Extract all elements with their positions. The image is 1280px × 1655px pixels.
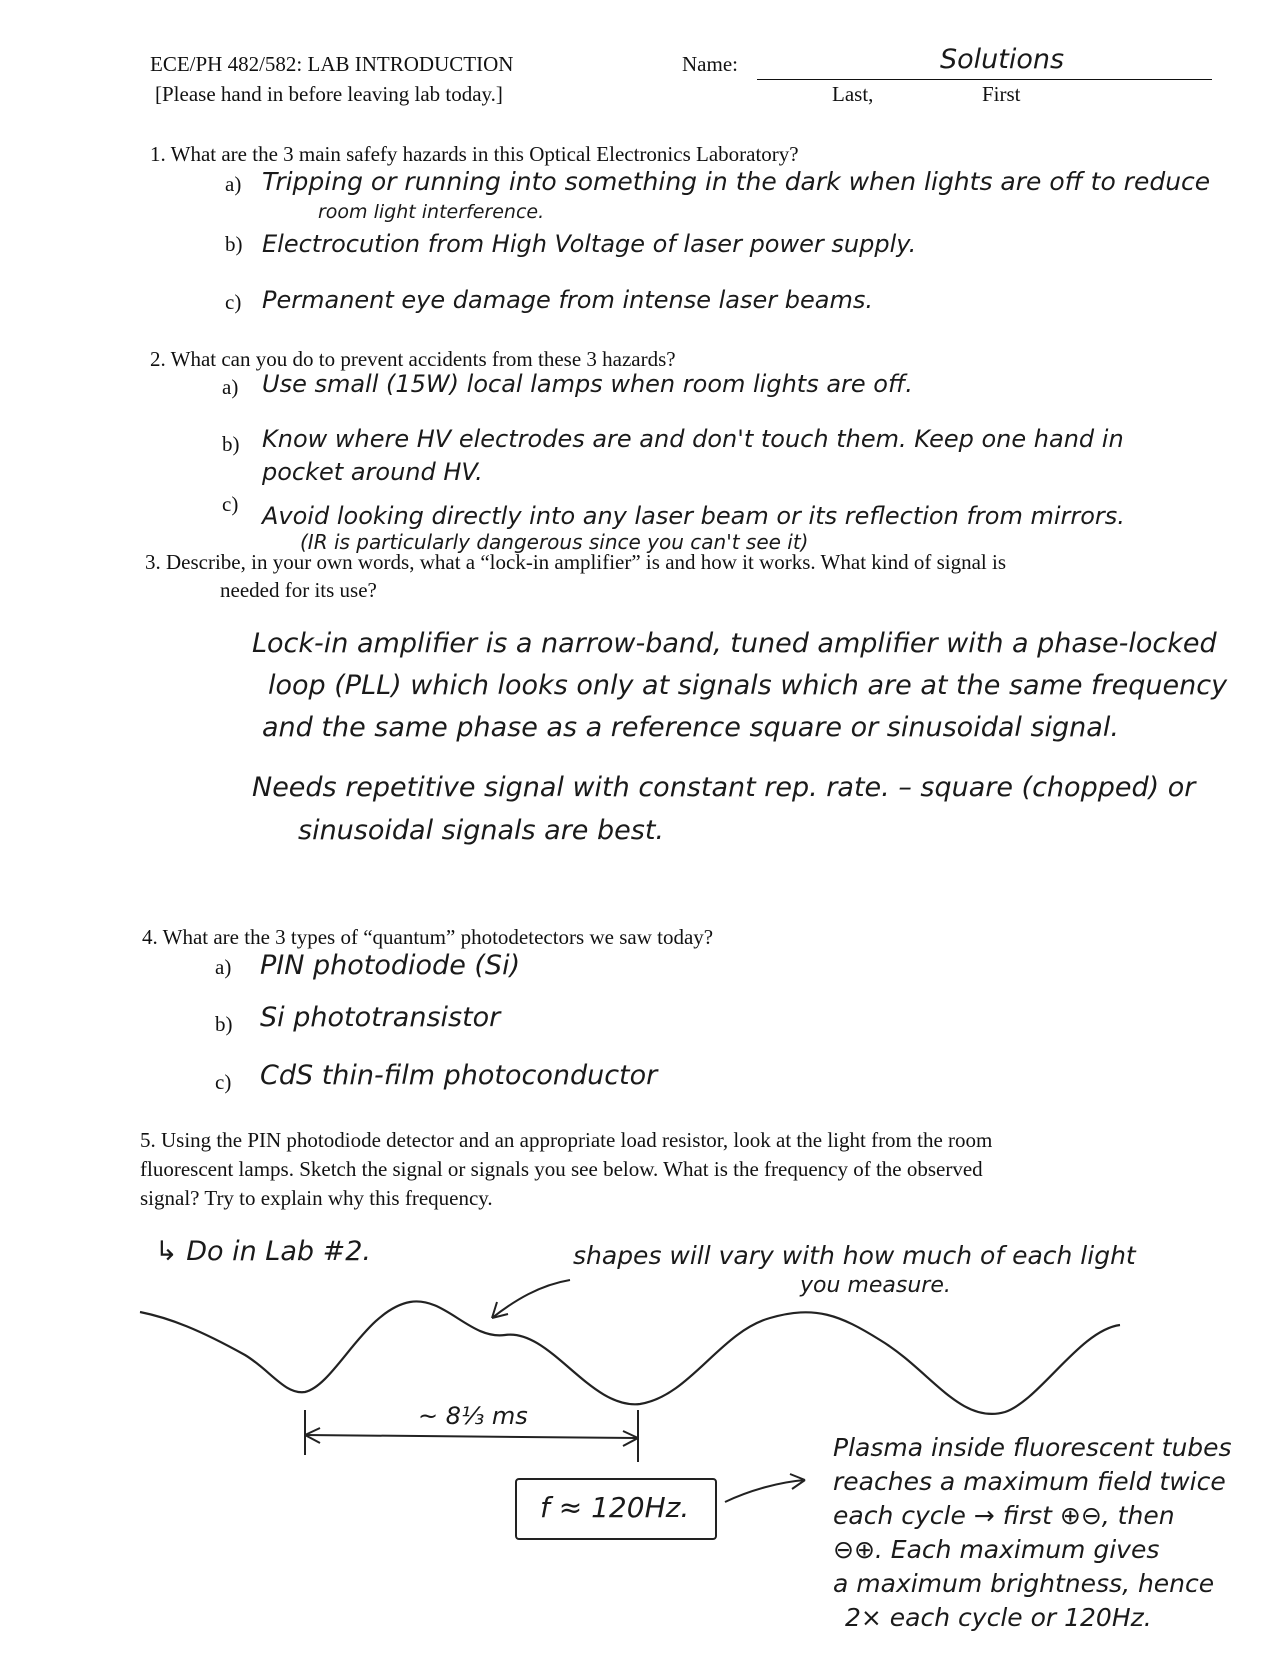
period-arrow-line	[305, 1435, 638, 1438]
q3-answer-line3: and the same phase as a reference square or sinusoidal signal.	[262, 712, 1119, 743]
question-2: 2. What can you do to prevent accidents from these 3 hazards?	[150, 347, 676, 371]
q4-b-answer: Si phototransistor	[260, 1002, 501, 1033]
q4-c-answer: CdS thin-film photoconductor	[260, 1060, 658, 1091]
course-title: ECE/PH 482/582: LAB INTRODUCTION	[150, 52, 514, 76]
explain-line5: a maximum brightness, hence	[833, 1569, 1215, 1598]
period-label: ~ 8⅓ ms	[418, 1402, 528, 1430]
q1-c-label: c)	[225, 290, 242, 314]
q1-b-label: b)	[225, 232, 243, 256]
q4-c-label: c)	[215, 1070, 232, 1094]
q2-c-answer-line1: Avoid looking directly into any laser beam or its reflection from mirrors.	[262, 502, 1125, 530]
explain-line4: ⊖⊕. Each maximum gives	[833, 1535, 1160, 1564]
explain-line3: each cycle → first ⊕⊖, then	[833, 1501, 1175, 1530]
q1-a-label: a)	[225, 172, 242, 196]
q4-b-label: b)	[215, 1012, 233, 1036]
q2-b-answer-line2: pocket around HV.	[262, 458, 483, 486]
frequency-pointer-arrow	[725, 1480, 805, 1502]
note-shapes-line2: you measure.	[800, 1273, 951, 1298]
name-label: Name:	[682, 52, 738, 76]
explain-line6: 2× each cycle or 120Hz.	[845, 1603, 1152, 1632]
question-4: 4. What are the 3 types of “quantum” photodetectors we saw today?	[142, 925, 714, 949]
q2-a-answer: Use small (15W) local lamps when room lights are off.	[262, 370, 913, 398]
question-5-line3: signal? Try to explain why this frequency.	[140, 1186, 493, 1210]
q1-a-answer-line1: Tripping or running into something in the dark when lights are off to reduce	[262, 167, 1211, 196]
name-value: Solutions	[940, 44, 1065, 75]
q3-answer-line5: sinusoidal signals are best.	[298, 815, 664, 846]
note-shapes-line1: shapes will vary with how much of each light	[573, 1241, 1136, 1270]
q4-a-answer: PIN photodiode (Si)	[260, 950, 521, 981]
question-3-line1: 3. Describe, in your own words, what a “lock-in amplifier” is and how it works. What kind of signal is	[145, 550, 1007, 574]
question-1: 1. What are the 3 main safefy hazards in this Optical Electronics Laboratory?	[150, 142, 799, 166]
hand-in-instruction: [Please hand in before leaving lab today.]	[155, 82, 503, 106]
last-label: Last,	[832, 82, 874, 106]
q2-c-answer-line2: (IR is particularly dangerous since you can't see it)	[300, 530, 809, 554]
q4-a-label: a)	[215, 955, 232, 979]
q1-a-answer-line2: room light interference.	[318, 201, 545, 223]
q3-answer-line4: Needs repetitive signal with constant rep. rate. – square (chopped) or	[252, 772, 1196, 803]
q1-c-answer: Permanent eye damage from intense laser beams.	[262, 286, 873, 314]
q3-answer-line1: Lock-in amplifier is a narrow-band, tuned amplifier with a phase-locked	[252, 628, 1217, 659]
question-5-line1: 5. Using the PIN photodiode detector and an appropriate load resistor, look at the light from the room	[140, 1128, 993, 1152]
first-label: First	[982, 82, 1021, 106]
explain-line1: Plasma inside fluorescent tubes	[833, 1433, 1232, 1462]
frequency-label: f ≈ 120Hz.	[540, 1491, 690, 1524]
question-3-line2: needed for its use?	[220, 578, 377, 602]
explain-line2: reaches a maximum field twice	[833, 1467, 1226, 1496]
note-do-in-lab: ↳ Do in Lab #2.	[155, 1236, 371, 1267]
q2-a-label: a)	[222, 375, 239, 399]
question-5-line2: fluorescent lamps. Sketch the signal or signals you see below. What is the frequency of the observed	[140, 1157, 983, 1181]
q1-b-answer: Electrocution from High Voltage of laser power supply.	[262, 230, 917, 258]
q2-b-answer-line1: Know where HV electrodes are and don't touch them. Keep one hand in	[262, 425, 1124, 453]
q3-answer-line2: loop (PLL) which looks only at signals which are at the same frequency	[268, 670, 1228, 701]
shapes-pointer-arrow	[492, 1280, 570, 1318]
q2-c-label: c)	[222, 492, 239, 516]
q2-b-label: b)	[222, 432, 240, 456]
waveform-curve	[140, 1301, 1120, 1414]
